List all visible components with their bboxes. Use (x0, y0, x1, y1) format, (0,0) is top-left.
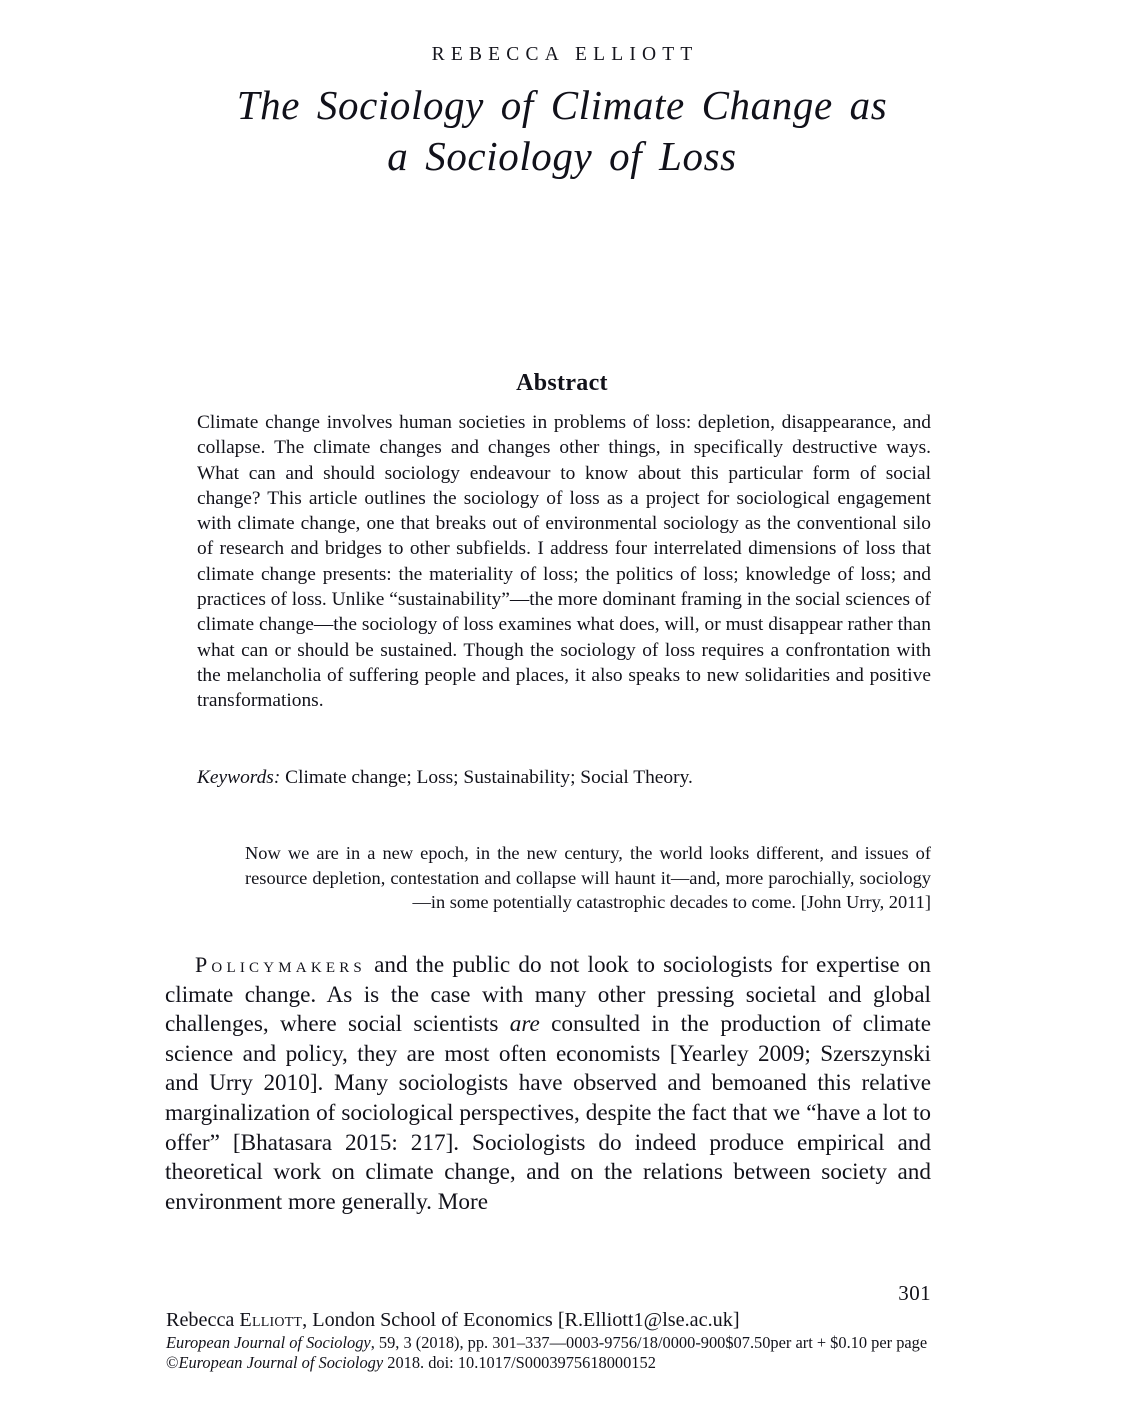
footer-copyright (166, 1353, 956, 1373)
footer-copyright-rest: 2018. doi: 10.1017/S0003975618000152 (383, 1353, 656, 1373)
footer-affiliation (166, 1308, 956, 1333)
footer-block (166, 1308, 956, 1374)
keywords-line (197, 765, 931, 790)
keywords-list: Climate change; Loss; Sustainability; Social Theory. (285, 767, 693, 788)
keywords-label: Keywords: (197, 767, 281, 788)
epigraph-text: Now we are in a new epoch, in the new century, the world looks different, and issues of resource depletion, contestation and collapse will haunt it—and, more parochially, sociology—in some potentially catastrophic decades to come. [John Urry, 2011] (245, 843, 931, 913)
page-title (162, 80, 962, 182)
footer-affiliation-rest: , London School of Economics [R.Elliott1@lse.ac.uk] (302, 1309, 740, 1331)
body-part-2: consulted in the production of climate science and policy, they are most often economists [Yearley 2009; Szerszynski and Urry 2010]. Many sociologists have observed and bemoaned this relative marginalization of sociological perspectives, despite the fact that we “have a lot to offer” [Bhatasara 2015: 217]. Sociologists do indeed produce empirical and theoretical work on climate change, and on the relations between society and environment more generally. More (165, 1011, 931, 1215)
footer-citation (166, 1333, 956, 1353)
title-line-2: a Sociology of Loss (387, 133, 737, 179)
epigraph-block (245, 841, 931, 915)
footer-journal-name: European Journal of Sociology (166, 1333, 371, 1352)
page-number: 301 (898, 1281, 931, 1305)
lead-word: Policymakers (195, 952, 366, 977)
body-section (165, 950, 931, 1217)
body-emphasis: are (509, 1011, 540, 1038)
abstract-heading: Abstract (516, 370, 608, 396)
footer-copyright-journal: European Journal of Sociology (178, 1353, 384, 1373)
copyright-icon: © (166, 1353, 179, 1373)
footer-author-first: Rebecca (166, 1309, 240, 1331)
body-paragraph (165, 950, 931, 1217)
footer-author-last: Elliott (239, 1309, 303, 1331)
author-running-name: REBECCA ELLIOTT (431, 44, 699, 65)
body-part-1: and the public do not look to sociologists for expertise on climate change. As is the case with many other pressing societal and global challenges, where social scientists (165, 952, 931, 1038)
abstract-section (197, 410, 931, 714)
abstract-text: Climate change involves human societies in problems of loss: depletion, disappearance, and collapse. The climate changes and changes other things, in specifically destructive ways. What can and should sociology endeavour to know about this particular form of social change? This article outlines the sociology of loss as a project for sociological engagement with climate change, one that breaks out of environmental sociology as the conventional silo of research and bridges to other subfields. I address four interrelated dimensions of loss that climate change presents: the materiality of loss; the politics of loss; knowledge of loss; and practices of loss. Unlike “sustainability”—the more dominant framing in the social sciences of climate change—the sociology of loss examines what does, will, or must disappear rather than what can or should be sustained. Though the sociology of loss requires a confrontation with the melancholia of suffering people and places, it also speaks to new solidarities and positive transformations. (197, 412, 931, 712)
footer-citation-rest: , 59, 3 (2018), pp. 301–337—0003-9756/18/0000-900$07.50per art + $0.10 per page (370, 1333, 928, 1352)
title-line-1: The Sociology of Climate Change as (236, 82, 888, 128)
